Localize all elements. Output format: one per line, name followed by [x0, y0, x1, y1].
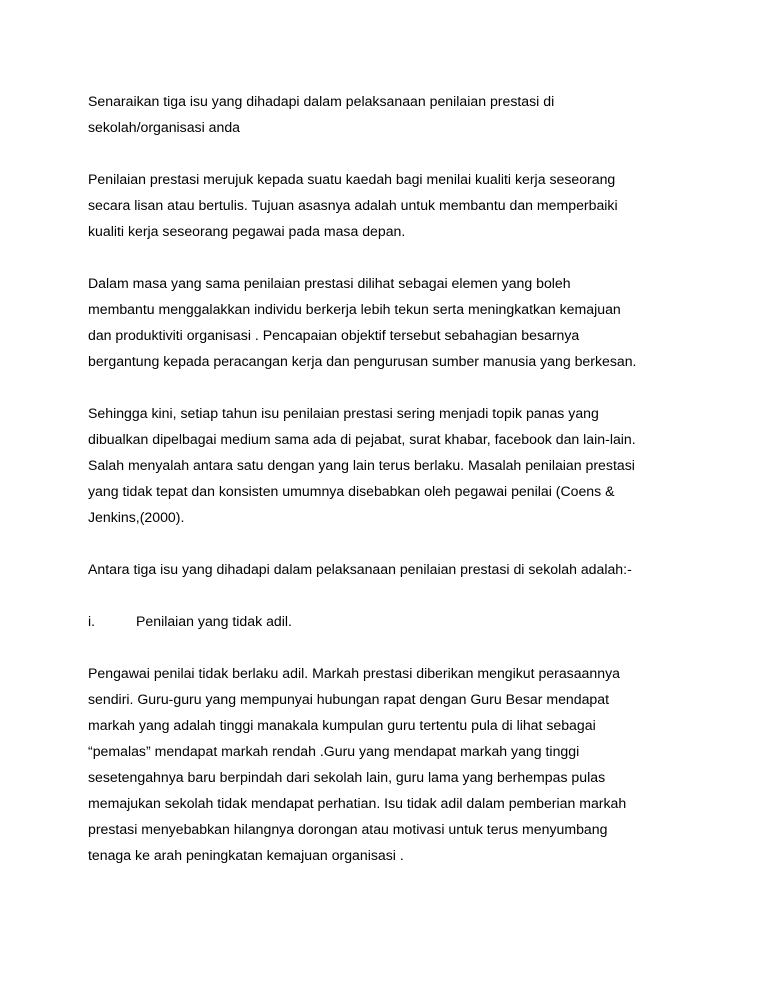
text-line: Senaraikan tiga isu yang dihadapi dalam pelaksanaan penilaian prestasi di	[88, 93, 555, 109]
context-paragraph	[88, 270, 688, 374]
text-line: Penilaian prestasi merujuk kepada suatu kaedah bagi menilai kualiti kerja seseorang	[88, 171, 616, 187]
paragraph-gap	[88, 634, 688, 660]
text-line: sekolah/organisasi anda	[88, 119, 241, 135]
intro-list-paragraph	[88, 556, 688, 582]
text-line: Sehingga kini, setiap tahun isu penilaian prestasi sering menjadi topik panas yang	[88, 405, 599, 421]
text-line: dan produktiviti organisasi . Pencapaian objektif tersebut sebahagian besarnya	[88, 327, 580, 343]
text-line: sendiri. Guru-guru yang mempunyai hubungan rapat dengan Guru Besar mendapat	[88, 691, 610, 707]
list-item	[88, 608, 688, 634]
text-line: yang tidak tepat dan konsisten umumnya disebabkan oleh pegawai penilai (Coens &	[88, 483, 615, 499]
text-line: membantu menggalakkan individu berkerja lebih tekun serta meningkatkan kemajuan	[88, 301, 621, 317]
text-line: secara lisan atau bertulis. Tujuan asasnya adalah untuk membantu dan memperbaiki	[88, 197, 618, 213]
text-line: “pemalas” mendapat markah rendah .Guru yang mendapat markah yang tinggi	[88, 743, 580, 759]
paragraph-gap	[88, 140, 688, 166]
paragraph-gap	[88, 582, 688, 608]
list-item-text: Penilaian yang tidak adil.	[136, 613, 292, 629]
text-line: Pengawai penilai tidak berlaku adil. Markah prestasi diberikan mengikut perasaannya	[88, 665, 620, 681]
list-item-number: i.	[88, 613, 96, 629]
paragraph-gap	[88, 374, 688, 400]
text-line: sesetengahnya baru berpindah dari sekolah lain, guru lama yang berhempas pulas	[88, 769, 606, 785]
text-line: tenaga ke arah peningkatan kemajuan organisasi .	[88, 847, 404, 863]
question-paragraph	[88, 88, 688, 140]
issue-background-paragraph	[88, 400, 688, 530]
text-line: bergantung kepada peracangan kerja dan pengurusan sumber manusia yang berkesan.	[88, 353, 637, 369]
text-line: dibualkan dipelbagai medium sama ada di pejabat, surat khabar, facebook dan lain-lain.	[88, 431, 636, 447]
text-line: Jenkins,(2000).	[88, 509, 185, 525]
text-line: Antara tiga isu yang dihadapi dalam pelaksanaan penilaian prestasi di sekolah adalah:-	[88, 561, 632, 577]
text-line: prestasi menyebabkan hilangnya dorongan atau motivasi untuk terus menyumbang	[88, 821, 608, 837]
unfair-assessment-paragraph	[88, 660, 688, 868]
text-line: markah yang adalah tinggi manakala kumpulan guru tertentu pula di lihat sebagai	[88, 717, 596, 733]
paragraph-gap	[88, 244, 688, 270]
document-page	[88, 88, 688, 868]
text-line: Salah menyalah antara satu dengan yang lain terus berlaku. Masalah penilaian prestasi	[88, 457, 635, 473]
text-line: kualiti kerja seseorang pegawai pada masa depan.	[88, 223, 406, 239]
text-line: memajukan sekolah tidak mendapat perhatian. Isu tidak adil dalam pemberian markah	[88, 795, 627, 811]
paragraph-gap	[88, 530, 688, 556]
text-line: Dalam masa yang sama penilaian prestasi dilihat sebagai elemen yang boleh	[88, 275, 571, 291]
definition-paragraph	[88, 166, 688, 244]
